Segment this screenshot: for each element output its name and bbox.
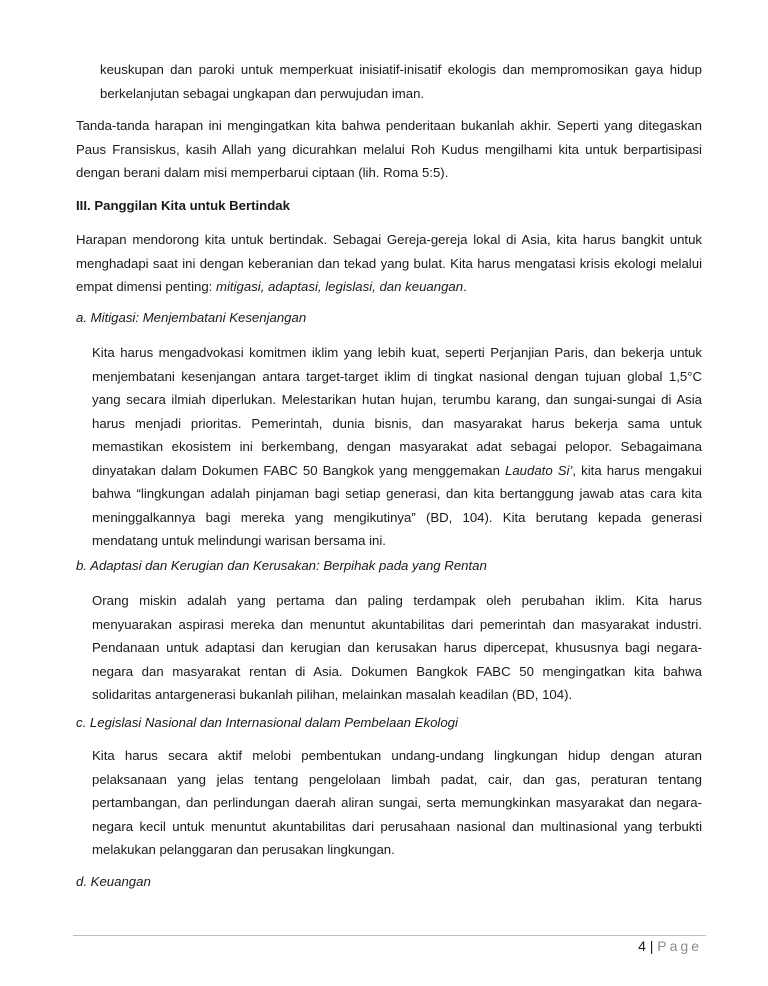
- italic-text: mitigasi, adaptasi, legislasi, dan keuangan: [216, 279, 464, 294]
- page-number-value: 4: [638, 938, 646, 954]
- footer-divider: [73, 935, 706, 936]
- page-label: Page: [657, 938, 702, 954]
- paragraph-mitigation: [92, 341, 702, 553]
- text: .: [463, 279, 467, 294]
- section-heading: III. Panggilan Kita untuk Bertindak: [76, 198, 290, 213]
- subheading-b: b. Adaptasi dan Kerugian dan Kerusakan: Berpihak pada yang Rentan: [76, 558, 487, 573]
- text: Kita harus mengadvokasi komitmen iklim yang lebih kuat, seperti Perjanjian Paris, dan bekerja untuk menjembatani kesenjangan antara target-target iklim di tingkat nasional dengan tujuan global 1,5°C yang secara ilmiah diperlukan. Melestarikan hutan hujan, terumbu karang, dan sungai-sungai di Asia harus menjadi prioritas. Pemerintah, dunia bisnis, dan masyarakat harus bekerja sama untuk memastikan ekosistem ini berkembang, dengan masyarakat adat sebagai pelopor. Sebagaimana dinyatakan dalam Dokumen FABC 50 Bangkok yang menggemakan: [92, 345, 702, 478]
- text: , kita harus mengakui bahwa “lingkungan adalah pinjaman bagi setiap generasi, dan kita bertanggung jawab atas cara kita meninggalkannya bagi mereka yang mengikutinya” (BD, 104). Kita berutang kepada generasi mendatang untuk melindungi warisan bersama ini.: [92, 462, 702, 548]
- paragraph-legislation: Kita harus secara aktif melobi pembentukan undang-undang lingkungan hidup dengan aturan pelaksanaan yang jelas tentang pengelolaan limbah padat, cair, dan gas, peraturan tentang pertambangan, dan perlindungan daerah aliran sungai, serta memungkinkan masyarakat dan negara-negara kecil untuk menuntut akuntabilitas dari perusahaan nasional dan multinasional yang terbukti melakukan pelanggaran dan perusakan lingkungan.: [92, 748, 702, 857]
- paragraph-signs-of-hope: Tanda-tanda harapan ini mengingatkan kita bahwa penderitaan bukanlah akhir. Seperti yang ditegaskan Paus Fransiskus, kasih Allah yang dicurahkan melalui Roh Kudus mengilhami kita untuk berpartisipasi dengan berani dalam misi memperbarui ciptaan (lih. Roma 5:5).: [76, 118, 702, 180]
- subheading-a: a. Mitigasi: Menjembatani Kesenjangan: [76, 310, 307, 325]
- page-separator: |: [649, 938, 654, 954]
- paragraph-call-to-action: [76, 228, 702, 299]
- italic-text: Laudato Si’: [505, 462, 573, 478]
- subheading-c: c. Legislasi Nasional dan Internasional dalam Pembelaan Ekologi: [76, 715, 458, 730]
- text: Harapan mendorong kita untuk bertindak. Sebagai Gereja-gereja lokal di Asia, kita harus bangkit untuk menghadapi saat ini dengan keberanian dan tekad yang bulat. Kita harus mengatasi krisis ekologi melalui empat dimensi penting:: [76, 232, 702, 294]
- subheading-d: d. Keuangan: [76, 874, 151, 889]
- page-number: [638, 938, 702, 954]
- paragraph-continuation: keuskupan dan paroki untuk memperkuat inisiatif-inisatif ekologis dan mempromosikan gaya hidup berkelanjutan sebagai ungkapan dan perwujudan iman.: [100, 62, 702, 101]
- paragraph-adaptation: Orang miskin adalah yang pertama dan paling terdampak oleh perubahan iklim. Kita harus menyuarakan aspirasi mereka dan menuntut akuntabilitas dari pemerintah dan masyarakat industri. Pendanaan untuk adaptasi dan kerugian dan kerusakan harus dipercepat, khususnya bagi negara-negara dan masyarakat rentan di Asia. Dokumen Bangkok FABC 50 mengingatkan kita bahwa solidaritas antargenerasi bukanlah pilihan, melainkan masalah keadilan (BD, 104).: [92, 593, 702, 702]
